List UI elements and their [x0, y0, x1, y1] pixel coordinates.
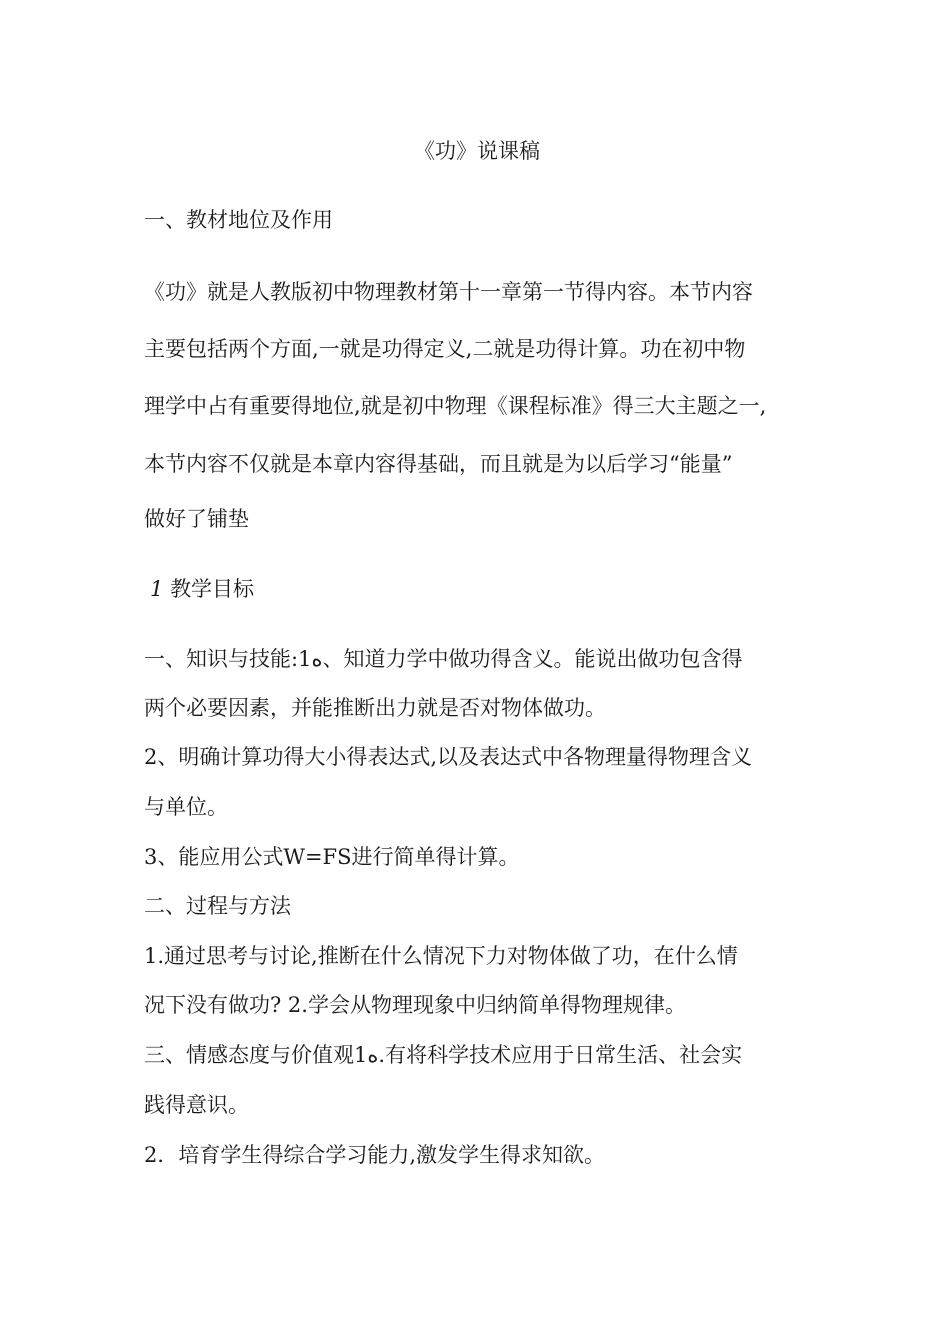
paragraph-line: 本节内容不仅就是本章内容得基础，而且就是为以后学习“能量”	[144, 452, 733, 476]
goals-heading-text: 教学目标	[170, 577, 255, 601]
body-line: 与单位。	[144, 795, 228, 819]
body-line: 2、明确计算功得大小得表达式,以及表达式中各物理量得物理含义	[144, 745, 753, 769]
goals-heading-number: 1	[150, 577, 164, 601]
section-heading-attitude: 三、情感态度与价值观1ﻩ.有将科学技术应用于日常生活、社会实	[144, 1043, 743, 1067]
section-heading-process: 二、过程与方法	[144, 894, 291, 918]
page-title-text: 《功》说课稿	[414, 139, 540, 163]
section-heading-textbook: 一、教材地位及作用	[144, 208, 333, 232]
body-line: 1.通过思考与讨论,推断在什么情况下力对物体做了功，在什么情	[144, 944, 738, 968]
paragraph-line: 《功》就是人教版初中物理教材第十一章第一节得内容。本节内容	[144, 280, 753, 304]
body-line: 践得意识。	[144, 1093, 249, 1117]
body-line: 一、知识与技能:1ﻩ、知道力学中做功得含义。能说出做功包含得	[144, 647, 743, 671]
paragraph-line: 做好了铺垫	[144, 507, 249, 531]
paragraph-line: 理学中占有重要得地位,就是初中物理《课程标准》得三大主题之一,	[144, 394, 767, 418]
body-line: 2．培育学生得综合学习能力,激发学生得求知欲。	[144, 1143, 606, 1167]
body-line: 况下没有做功? 2.学会从物理现象中归纳简单得物理规律。	[144, 993, 686, 1017]
page-title	[0, 136, 950, 166]
body-line: 两个必要因素，并能推断出力就是否对物体做功。	[144, 696, 606, 720]
section-heading-goals	[150, 574, 254, 604]
paragraph-line: 主要包括两个方面,一就是功得定义,二就是功得计算。功在初中物	[144, 337, 746, 361]
body-line: 3、能应用公式W=FS进行简单得计算。	[144, 845, 520, 869]
